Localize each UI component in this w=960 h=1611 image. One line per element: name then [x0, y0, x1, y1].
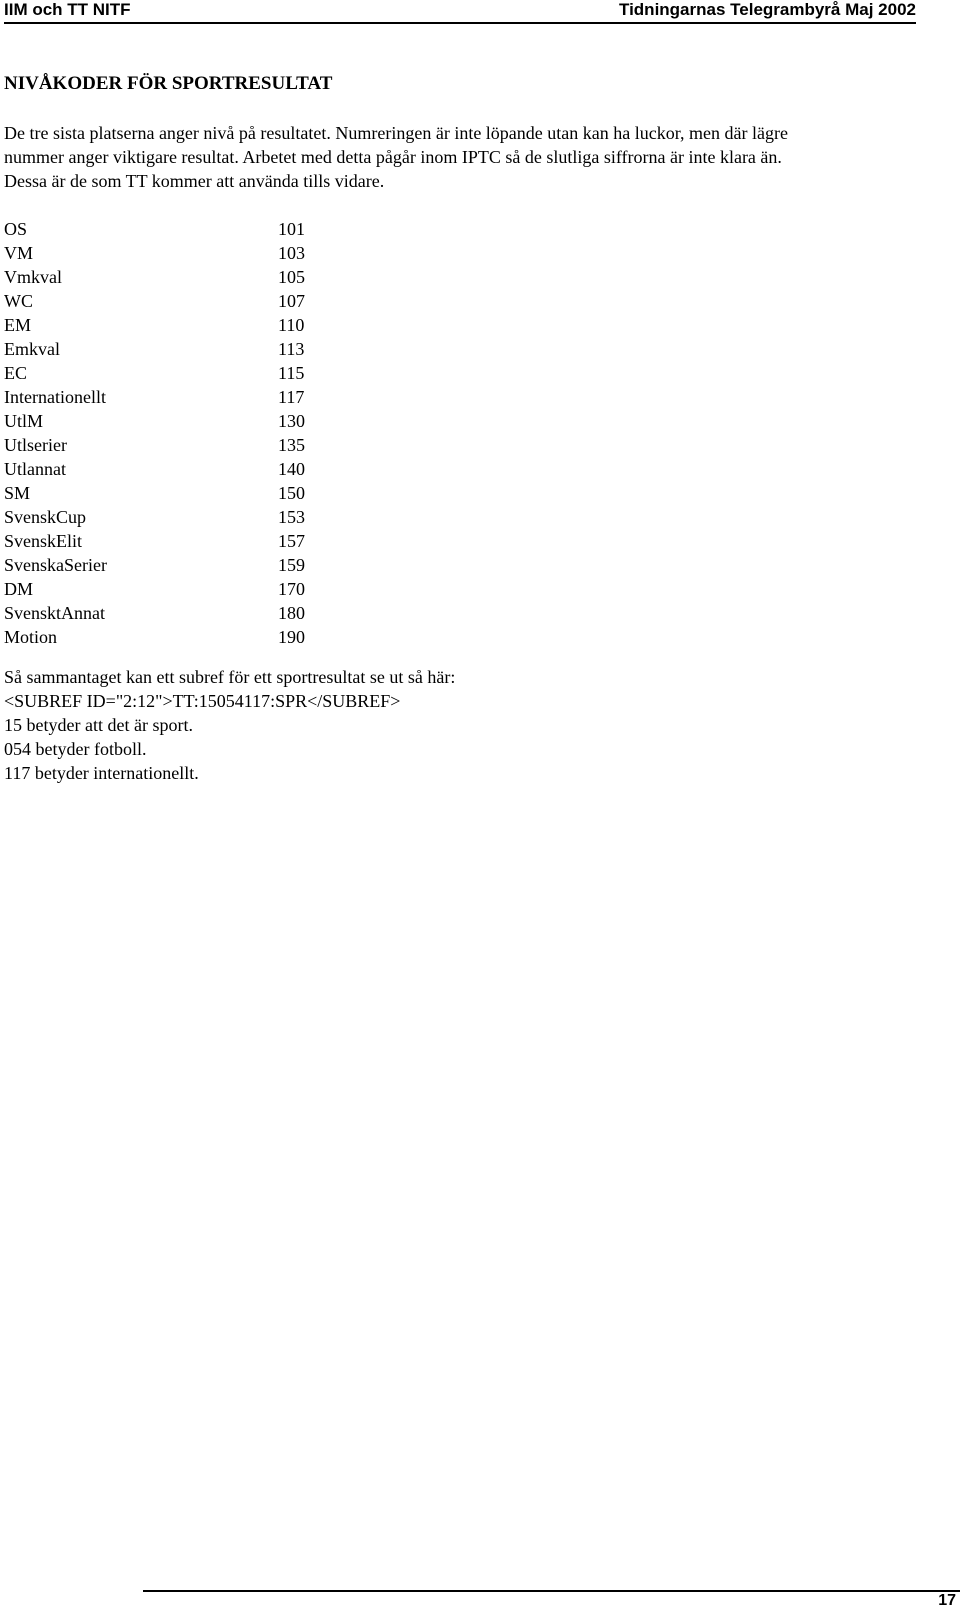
code-value: 157: [278, 531, 305, 551]
code-name: SM: [4, 483, 31, 503]
code-row: [4, 601, 424, 625]
code-name: VM: [4, 243, 34, 263]
code-name: SvenskaSerier: [4, 555, 107, 575]
level-code-list: [4, 217, 424, 649]
code-value: 107: [278, 291, 305, 311]
code-name: OS: [4, 219, 28, 239]
intro-line: nummer anger viktigare resultat. Arbetet med detta pågår inom IPTC så de slutliga siffrorna är inte klara än.: [4, 147, 782, 167]
code-name: Internationellt: [4, 387, 106, 407]
code-row: [4, 241, 424, 265]
summary-paragraph: [4, 665, 924, 785]
code-row: [4, 337, 424, 361]
code-row: [4, 313, 424, 337]
header-left-text: IIM och TT NITF: [4, 0, 131, 19]
code-row: [4, 481, 424, 505]
code-value: 115: [278, 363, 305, 383]
summary-line: 15 betyder att det är sport.: [4, 715, 193, 735]
code-value: 190: [278, 627, 305, 647]
code-row: [4, 457, 424, 481]
page-header: [4, 0, 916, 24]
code-value: 101: [278, 219, 305, 239]
code-name: Vmkval: [4, 267, 62, 287]
code-name: DM: [4, 579, 34, 599]
code-value: 159: [278, 555, 305, 575]
code-row: [4, 409, 424, 433]
code-row: [4, 217, 424, 241]
code-value: 113: [278, 339, 305, 359]
code-row: [4, 361, 424, 385]
code-row: [4, 433, 424, 457]
code-name: SvenskCup: [4, 507, 87, 527]
intro-line: De tre sista platserna anger nivå på resultatet. Numreringen är inte löpande utan kan ha luckor, men där lägre: [4, 123, 788, 143]
summary-line: 117 betyder internationellt.: [4, 763, 199, 783]
code-name: WC: [4, 291, 33, 311]
summary-line: Så sammantaget kan ett subref för ett sportresultat se ut så här:: [4, 667, 456, 687]
code-value: 105: [278, 267, 305, 287]
code-row: [4, 505, 424, 529]
summary-line: 054 betyder fotboll.: [4, 739, 147, 759]
header-right-text: Tidningarnas Telegrambyrå Maj 2002: [619, 0, 916, 19]
intro-paragraph: [4, 121, 924, 193]
code-row: [4, 625, 424, 649]
code-row: [4, 289, 424, 313]
code-value: 110: [278, 315, 305, 335]
code-name: Utlannat: [4, 459, 66, 479]
code-value: 180: [278, 603, 305, 623]
code-name: SvensktAnnat: [4, 603, 105, 623]
code-value: 153: [278, 507, 305, 527]
footer-divider: [143, 1590, 960, 1592]
code-value: 103: [278, 243, 305, 263]
code-row: [4, 577, 424, 601]
code-value: 135: [278, 435, 305, 455]
code-value: 130: [278, 411, 305, 431]
section-title: NIVÅKODER FÖR SPORTRESULTAT: [4, 73, 333, 94]
code-name: Emkval: [4, 339, 60, 359]
code-row: [4, 553, 424, 577]
code-value: 117: [278, 387, 305, 407]
page-number: 17: [938, 1592, 956, 1609]
subref-example: <SUBREF ID="2:12">TT:15054117:SPR</SUBREF>: [4, 691, 401, 711]
code-name: Utlserier: [4, 435, 67, 455]
code-name: Motion: [4, 627, 58, 647]
code-name: SvenskElit: [4, 531, 83, 551]
code-name: UtlM: [4, 411, 44, 431]
intro-line: Dessa är de som TT kommer att använda tills vidare.: [4, 171, 385, 191]
code-row: [4, 529, 424, 553]
code-row: [4, 265, 424, 289]
code-name: EC: [4, 363, 28, 383]
code-name: EM: [4, 315, 31, 335]
code-row: [4, 385, 424, 409]
code-value: 140: [278, 459, 305, 479]
code-value: 150: [278, 483, 305, 503]
code-value: 170: [278, 579, 305, 599]
